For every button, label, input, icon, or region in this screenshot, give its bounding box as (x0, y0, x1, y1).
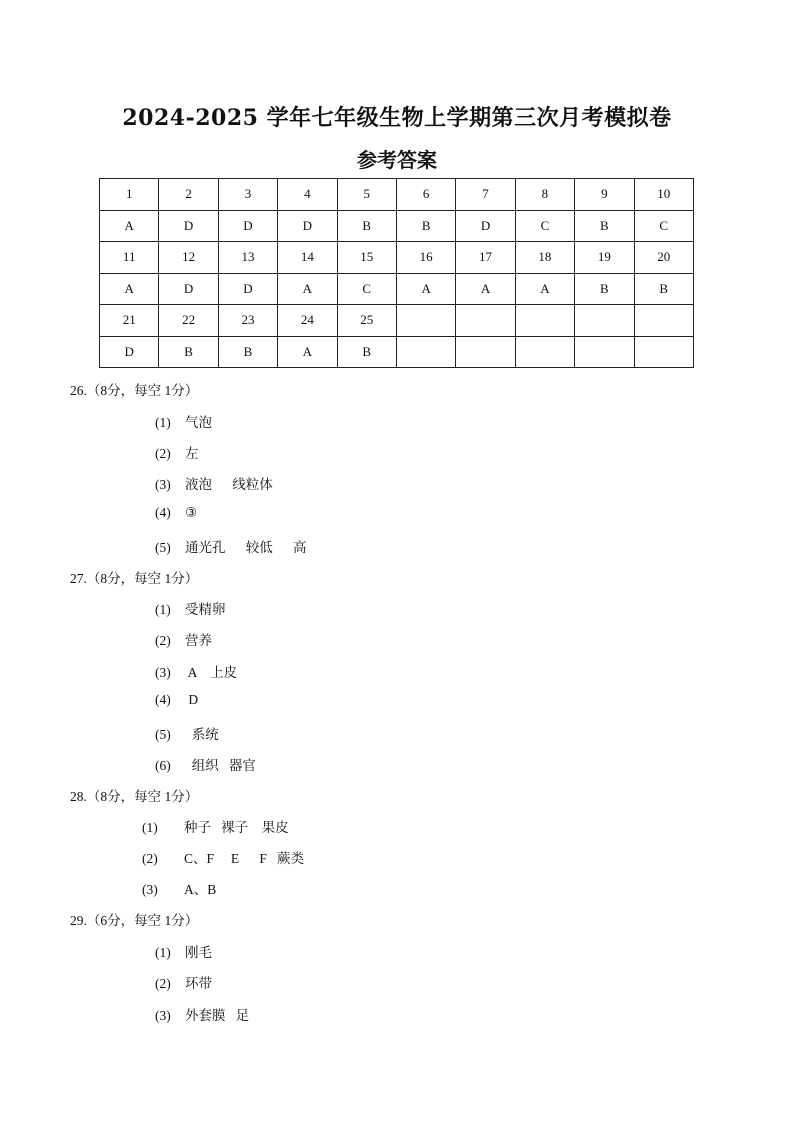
q28-answer-2 (142, 847, 304, 867)
answer-number: (1) (155, 602, 171, 617)
answer-number: (4) (155, 692, 171, 707)
question-29-heading: 29.（6分，每空 1分） (70, 913, 199, 928)
table-cell (396, 305, 455, 337)
answer-text: ③ (185, 505, 198, 520)
table-cell: 14 (278, 242, 337, 274)
answer-text: A、B (184, 882, 217, 897)
q27-answer-1 (155, 598, 226, 618)
table-cell: 19 (575, 242, 634, 274)
q26-answer-4 (155, 505, 197, 521)
table-cell (456, 305, 515, 337)
table-cell: 6 (396, 179, 455, 211)
table-cell: 9 (575, 179, 634, 211)
table-cell (575, 336, 634, 368)
table-cell: 5 (337, 179, 396, 211)
table-cell: 11 (100, 242, 159, 274)
answer-number: (4) (155, 505, 171, 520)
table-cell (634, 336, 693, 368)
answer-number: (5) (155, 540, 171, 555)
table-cell: 16 (396, 242, 455, 274)
answer-text: D (185, 692, 199, 707)
choice-answer-table (99, 178, 694, 368)
answer-text: 左 (185, 446, 199, 461)
q29-answer-1 (155, 941, 212, 961)
table-cell: B (337, 210, 396, 242)
answer-text: 组织 器官 (185, 758, 256, 773)
table-cell: 24 (278, 305, 337, 337)
page-title: 2024-2025 学年七年级生物上学期第三次月考模拟卷 (122, 105, 672, 131)
q29-answer-2 (155, 972, 212, 992)
answer-number: (2) (155, 633, 171, 648)
table-cell: 20 (634, 242, 693, 274)
answer-text: C、F E F 蕨类 (184, 851, 305, 866)
table-cell: 12 (159, 242, 218, 274)
q26-answer-3 (155, 473, 273, 493)
answer-number: (1) (155, 945, 171, 960)
q29-answer-3 (155, 1004, 249, 1024)
answer-number: (3) (155, 1008, 171, 1023)
q28-answer-3 (142, 878, 216, 898)
q27-answer-5 (155, 723, 219, 743)
table-cell (634, 305, 693, 337)
answer-text: 受精卵 (185, 602, 226, 617)
q26-answer-5 (155, 536, 307, 556)
table-cell: 10 (634, 179, 693, 211)
table-cell: 15 (337, 242, 396, 274)
answer-text: 系统 (185, 727, 219, 742)
table-row-answers (100, 273, 694, 305)
table-cell: C (634, 210, 693, 242)
table-cell: 4 (278, 179, 337, 211)
table-row-answers (100, 210, 694, 242)
answer-text: 液泡 线粒体 (185, 477, 273, 492)
answer-text: 种子 裸子 果皮 (184, 820, 289, 835)
answer-text: A 上皮 (185, 665, 238, 680)
question-28-heading: 28.（8分，每空 1分） (70, 789, 199, 804)
table-cell (515, 305, 574, 337)
table-cell (396, 336, 455, 368)
question-27-heading: 27.（8分，每空 1分） (70, 571, 199, 586)
answer-number: (2) (155, 446, 171, 461)
table-cell: 3 (218, 179, 277, 211)
answer-number: (2) (155, 976, 171, 991)
table-cell: A (278, 336, 337, 368)
answer-number: (5) (155, 727, 171, 742)
table-cell: 2 (159, 179, 218, 211)
answer-number: (1) (155, 415, 171, 430)
table-cell: A (396, 273, 455, 305)
table-cell: D (278, 210, 337, 242)
page-subtitle: 参考答案 (357, 148, 437, 172)
table-cell: B (396, 210, 455, 242)
table-cell: D (218, 210, 277, 242)
table-cell (515, 336, 574, 368)
table-cell: A (100, 273, 159, 305)
q27-answer-4 (155, 692, 198, 708)
answer-text: 环带 (185, 976, 212, 991)
table-cell: 22 (159, 305, 218, 337)
answer-text: 营养 (185, 633, 212, 648)
table-cell: 21 (100, 305, 159, 337)
table-cell (575, 305, 634, 337)
answer-number: (1) (142, 820, 158, 835)
table-cell: 18 (515, 242, 574, 274)
table-cell (456, 336, 515, 368)
answer-text: 通光孔 较低 高 (185, 540, 307, 555)
question-26-heading: 26.（8分，每空 1分） (70, 383, 199, 398)
answer-number: (3) (155, 665, 171, 680)
answer-text: 刚毛 (185, 945, 212, 960)
table-cell: D (456, 210, 515, 242)
table-cell: 13 (218, 242, 277, 274)
q26-answer-2 (155, 442, 199, 462)
table-cell: B (159, 336, 218, 368)
answer-text: 外套膜 足 (185, 1008, 250, 1023)
q27-answer-3 (155, 661, 237, 681)
q28-answer-1 (142, 816, 289, 836)
table-cell: 25 (337, 305, 396, 337)
table-cell: A (515, 273, 574, 305)
table-cell: A (100, 210, 159, 242)
table-row-answers (100, 336, 694, 368)
table-row-question-numbers (100, 242, 694, 274)
answer-number: (3) (155, 477, 171, 492)
answer-number: (6) (155, 758, 171, 773)
table-cell: 7 (456, 179, 515, 211)
q27-answer-6 (155, 754, 256, 774)
table-row-question-numbers (100, 179, 694, 211)
table-cell: C (337, 273, 396, 305)
q27-answer-2 (155, 629, 212, 649)
table-cell: D (218, 273, 277, 305)
table-cell: 23 (218, 305, 277, 337)
answer-number: (3) (142, 882, 158, 897)
table-cell: C (515, 210, 574, 242)
table-cell: A (456, 273, 515, 305)
table-row-question-numbers (100, 305, 694, 337)
q26-answer-1 (155, 411, 212, 431)
table-cell: B (575, 273, 634, 305)
table-cell: B (337, 336, 396, 368)
table-cell: 17 (456, 242, 515, 274)
table-cell: A (278, 273, 337, 305)
table-cell: 8 (515, 179, 574, 211)
table-cell: D (159, 210, 218, 242)
table-cell: B (634, 273, 693, 305)
answer-text: 气泡 (185, 415, 212, 430)
answer-number: (2) (142, 851, 158, 866)
table-cell: D (100, 336, 159, 368)
table-cell: 1 (100, 179, 159, 211)
table-cell: B (218, 336, 277, 368)
table-cell: D (159, 273, 218, 305)
table-cell: B (575, 210, 634, 242)
